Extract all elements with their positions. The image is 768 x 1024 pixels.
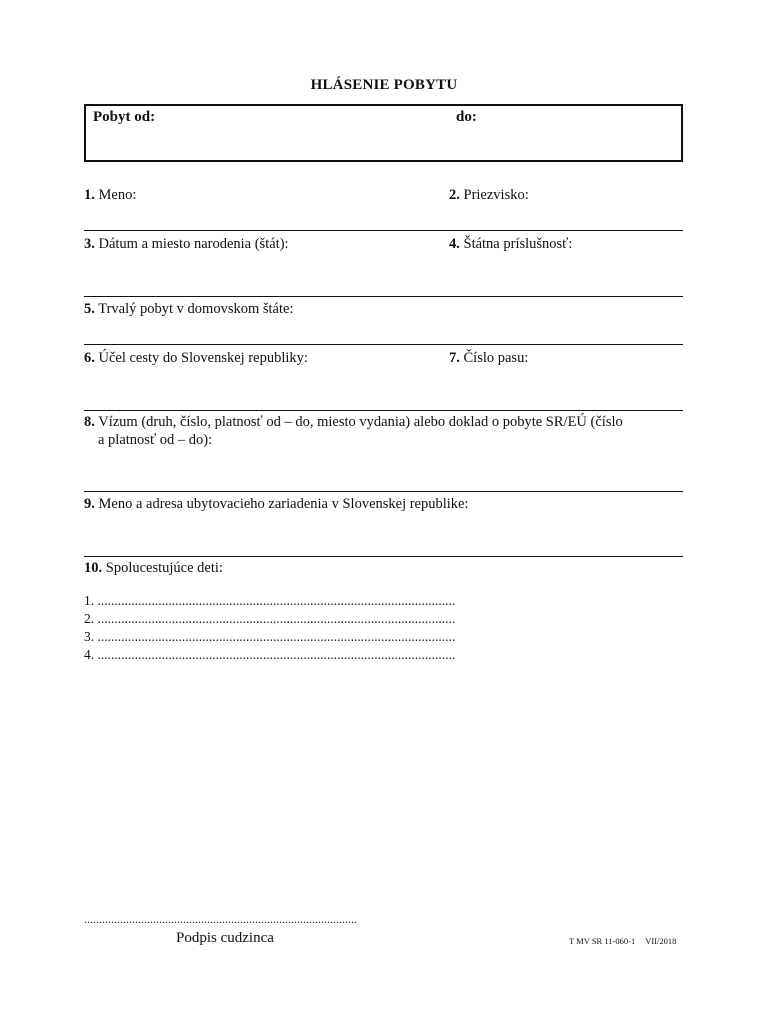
stay-period-box <box>84 104 683 162</box>
field-visa-line1 <box>84 413 664 431</box>
field-number: 4. <box>449 236 460 252</box>
field-number: 2. <box>449 187 460 203</box>
field-rule <box>84 410 683 411</box>
field-rule <box>84 556 683 557</box>
form-code-number: T MV SR 11-060-1 <box>569 936 636 946</box>
field-accommodation <box>84 495 469 513</box>
child-line: 4. .......................................................................................................... <box>84 647 456 662</box>
field-label: Číslo pasu: <box>463 350 529 366</box>
stay-from-label: Pobyt od: <box>93 109 156 125</box>
field-label: Priezvisko: <box>463 187 529 203</box>
field-permanent-residence <box>84 300 293 318</box>
field-label: Meno: <box>98 187 137 203</box>
field-number: 8. <box>84 414 95 430</box>
field-birth-date-place <box>84 235 289 253</box>
child-line: 1. .......................................................................................................... <box>84 593 456 608</box>
field-first-name <box>84 186 136 204</box>
field-surname <box>449 186 529 204</box>
field-number: 10. <box>84 560 103 576</box>
field-number: 5. <box>84 301 95 317</box>
field-rule <box>84 344 683 345</box>
field-rule <box>84 230 683 231</box>
field-rule <box>84 296 683 297</box>
field-visa <box>84 413 664 449</box>
signature-line: ........................................................................................... <box>84 912 357 926</box>
field-number: 9. <box>84 496 95 512</box>
field-rule <box>84 491 683 492</box>
form-code <box>569 936 676 946</box>
field-number: 3. <box>84 236 95 252</box>
field-travel-purpose <box>84 349 308 367</box>
field-number: 7. <box>449 350 460 366</box>
field-label: Štátna príslušnosť: <box>463 236 573 252</box>
field-label: Meno a adresa ubytovacieho zariadenia v Slovenskej republike: <box>98 496 469 512</box>
child-line: 2. .......................................................................................................... <box>84 611 456 626</box>
field-label-continuation: a platnosť od – do): <box>98 432 213 448</box>
field-label: Účel cesty do Slovenskej republiky: <box>98 350 308 366</box>
field-passport-number <box>449 349 528 367</box>
child-line: 3. .......................................................................................................... <box>84 629 456 644</box>
field-nationality <box>449 235 572 253</box>
field-children <box>84 559 223 577</box>
stay-to-label: do: <box>456 109 477 125</box>
field-label: Vízum (druh, číslo, platnosť od – do, miesto vydania) alebo doklad o pobyte SR/EÚ (číslo <box>98 414 623 430</box>
field-label: Spolucestujúce deti: <box>105 560 223 576</box>
form-version: VII/2018 <box>645 936 677 946</box>
field-label: Dátum a miesto narodenia (štát): <box>98 236 289 252</box>
form-title: HLÁSENIE POBYTU <box>310 77 458 93</box>
field-label: Trvalý pobyt v domovskom štáte: <box>98 301 294 317</box>
signature-label: Podpis cudzinca <box>176 930 274 946</box>
field-number: 1. <box>84 187 95 203</box>
field-number: 6. <box>84 350 95 366</box>
